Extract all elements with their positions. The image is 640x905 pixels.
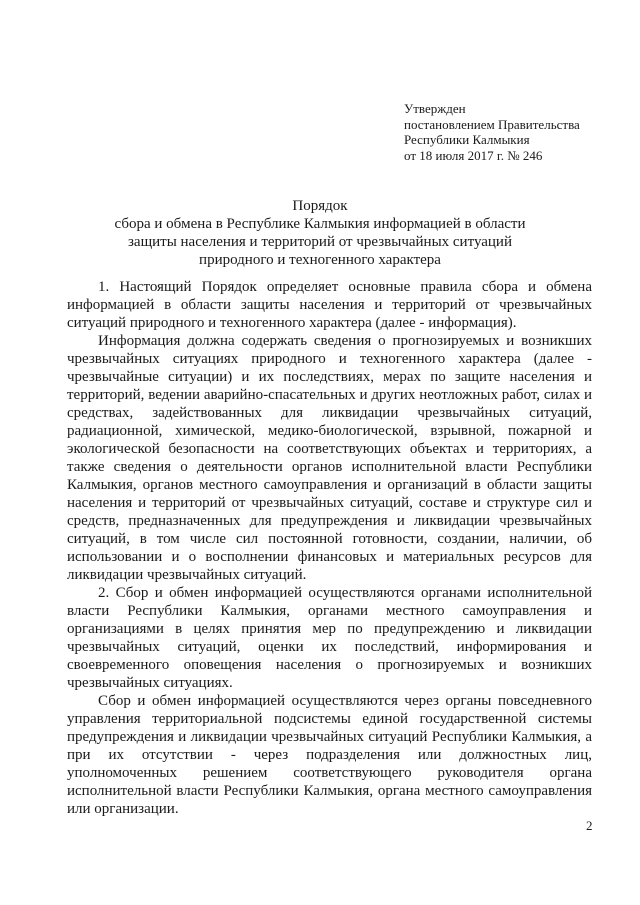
heading-subtitle-line: защиты населения и территорий от чрезвычайных ситуаций bbox=[127, 234, 512, 250]
heading-subtitle-line: природного и техногенного характера bbox=[199, 252, 441, 268]
document-title: Порядок bbox=[292, 198, 348, 214]
paragraph: Сбор и обмен информацией осуществляются через органы повседневного управления территориальной подсистемы единой государственной системы предупреждения и ликвидации чрезвычайных ситуаций Республики Калмыкия, а при их отсутствии - через подразделения или должностных лиц, уполномоченных решением соответствующего руководителя органа исполнительной власти Республики Калмыкия, органа местного самоуправления или организации. bbox=[67, 693, 592, 817]
approval-line: Утвержден bbox=[404, 101, 466, 116]
approval-line: постановлением Правительства bbox=[404, 116, 580, 132]
approval-block bbox=[404, 101, 580, 163]
paragraph: Информация должна содержать сведения о прогнозируемых и возникших чрезвычайных ситуациях природного и техногенного характера (далее - чрезвычайные ситуации) и их последствиях, мерах по защите населения и территорий, ведении аварийно-спасательных и других неотложных работ, силах и средствах, задействованных для ликвидации чрезвычайных ситуаций, радиационной, химической, медико-биологической, взрывной, пожарной и экологической безопасности на соответствующих объектах и территориях, а также сведения о деятельности органов исполнительной власти Республики Калмыкия, органов местного самоуправления и организаций в области защиты населения и территорий от чрезвычайных ситуаций, составе и структуре сил и средств, предназначенных для предупреждения и ликвидации чрезвычайных ситуаций, в том числе сил постоянной готовности, создании, наличии, об использовании и о восполнении финансовых и материальных ресурсов для ликвидации чрезвычайных ситуаций. bbox=[67, 333, 592, 583]
approval-line: Республики Калмыкия bbox=[404, 132, 530, 147]
document-heading bbox=[60, 197, 580, 269]
paragraph: 2. Сбор и обмен информацией осуществляются органами исполнительной власти Республики Калмыкия, органами местного самоуправления и организациями в целях принятия мер по предупреждению и ликвидации чрезвычайных ситуаций, оценки их последствий, информирования и своевременного оповещения населения о прогнозируемых и возникших чрезвычайных ситуациях. bbox=[67, 585, 592, 691]
page-number: 2 bbox=[586, 818, 593, 833]
heading-subtitle-line: сбора и обмена в Республике Калмыкия информацией в области bbox=[114, 216, 526, 232]
paragraph: 1. Настоящий Порядок определяет основные правила сбора и обмена информацией в области защиты населения и территорий от чрезвычайных ситуаций природного и техногенного характера (далее - информация). bbox=[67, 279, 592, 331]
document-body bbox=[67, 278, 592, 818]
approval-date: от 18 июля 2017 г. № 246 bbox=[404, 147, 543, 163]
